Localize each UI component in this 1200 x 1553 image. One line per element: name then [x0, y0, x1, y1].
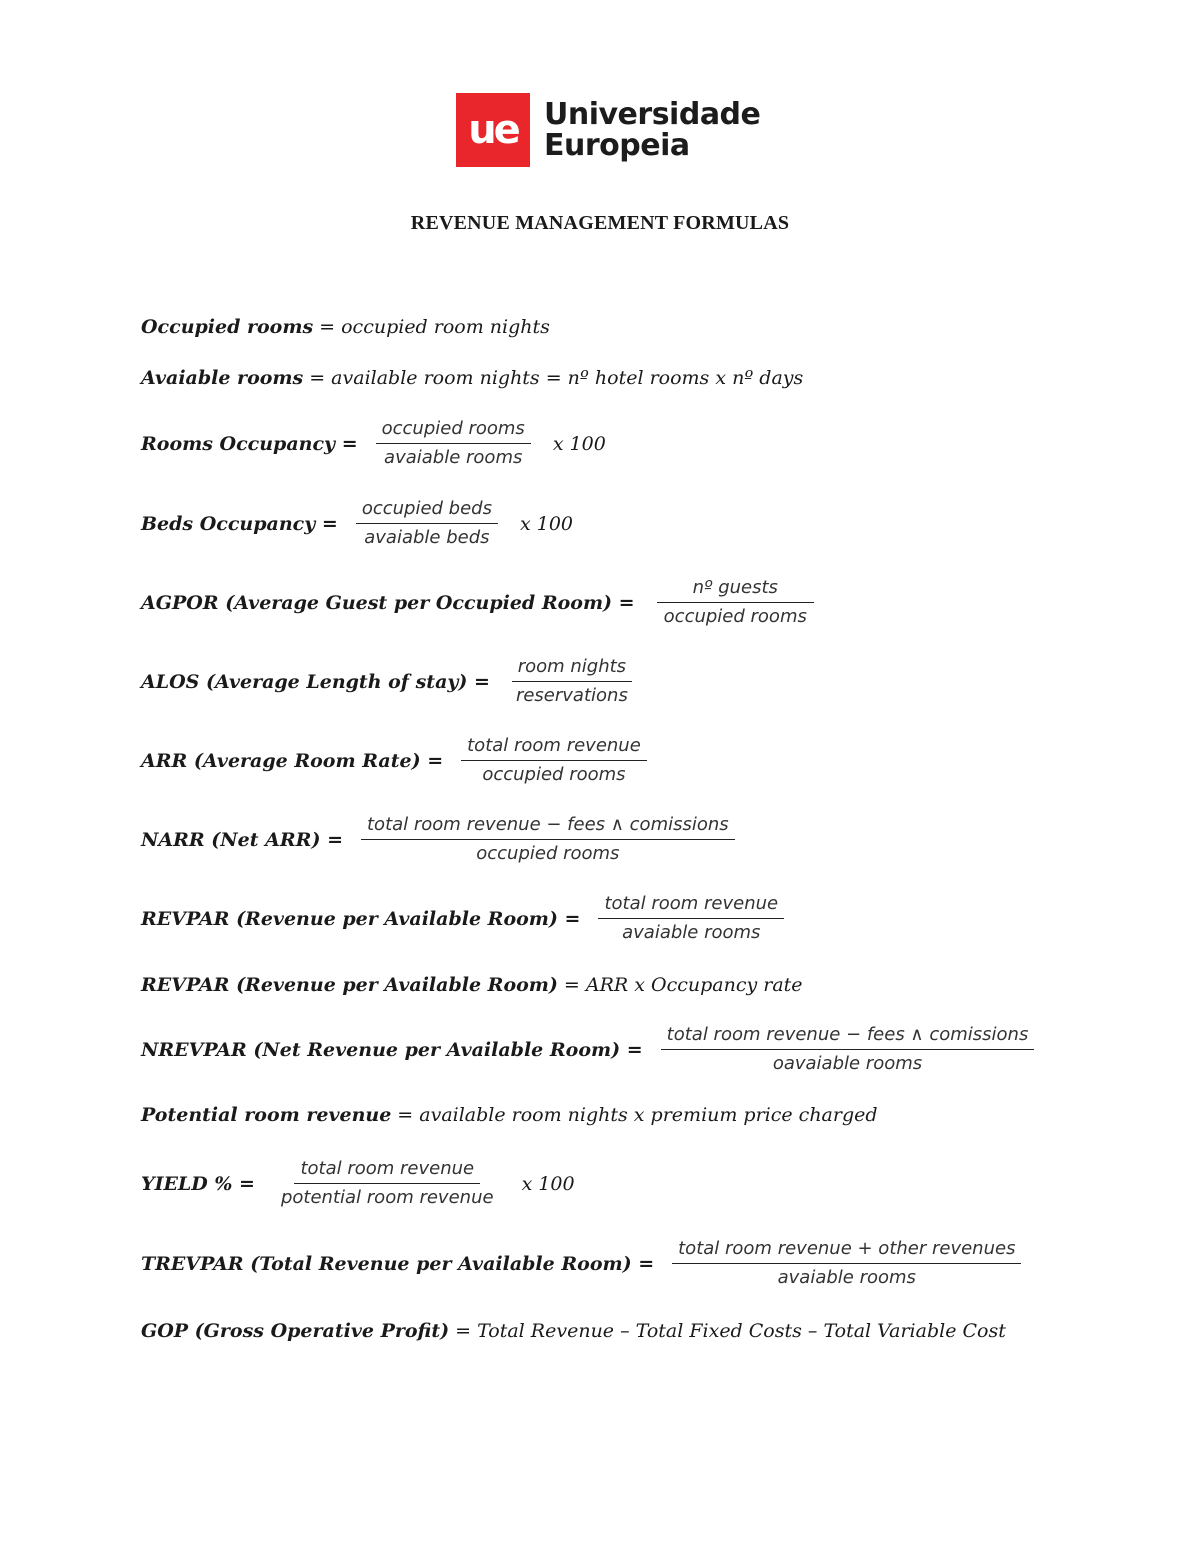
- formula-label: Occupied rooms: [141, 316, 314, 338]
- denominator: avaiable beds: [364, 527, 490, 548]
- formula-rhs: = ARR x Occupancy rate: [563, 974, 803, 996]
- formula-revpar: [141, 893, 790, 944]
- formula-rooms-occupancy: [141, 418, 606, 469]
- numerator: total room revenue: [294, 1158, 480, 1184]
- fraction: [510, 656, 634, 707]
- formula-alos: [141, 656, 640, 707]
- formula-label: TREVPAR (Total Revenue per Available Room) =: [141, 1252, 655, 1275]
- formula-yield: [141, 1158, 575, 1209]
- fraction: [361, 814, 735, 865]
- formula-label: Rooms Occupancy =: [141, 432, 358, 455]
- formula-potential-revenue: [141, 1104, 878, 1126]
- logo-line-1: Universidade: [544, 97, 761, 132]
- formula-rhs: = available room nights x premium price charged: [397, 1104, 878, 1126]
- fraction: [657, 577, 814, 628]
- multiplier: x 100: [519, 512, 574, 535]
- fraction: [672, 1238, 1021, 1289]
- denominator: occupied rooms: [663, 606, 807, 627]
- numerator: total room revenue − fees ∧ comissions: [661, 1024, 1035, 1050]
- logo-mark: ue: [456, 93, 530, 167]
- formula-label: AGPOR (Average Guest per Occupied Room) =: [141, 591, 635, 614]
- numerator: room nights: [512, 656, 632, 682]
- logo-line-2: Europeia: [544, 128, 690, 163]
- formula-label: Potential room revenue: [141, 1104, 392, 1126]
- formula-label: REVPAR (Revenue per Available Room): [141, 974, 558, 996]
- denominator: potential room revenue: [280, 1187, 494, 1208]
- fraction: [376, 418, 531, 469]
- logo-text: [544, 99, 760, 161]
- fraction: [598, 893, 784, 944]
- formula-narr: [141, 814, 741, 865]
- denominator: avaiable rooms: [777, 1267, 916, 1288]
- formula-label: Avaiable rooms: [141, 367, 304, 389]
- numerator: total room revenue: [598, 893, 784, 919]
- denominator: avaiable rooms: [622, 922, 761, 943]
- formula-available-rooms: [141, 367, 803, 389]
- document-title: REVENUE MANAGEMENT FORMULAS: [410, 212, 790, 234]
- formula-gop: [141, 1320, 1006, 1342]
- denominator: oavaiable rooms: [772, 1053, 923, 1074]
- formula-rhs: = available room nights = nº hotel rooms x nº days: [309, 367, 804, 389]
- formula-agpor: [141, 577, 820, 628]
- denominator: avaiable rooms: [384, 447, 523, 468]
- multiplier: x 100: [521, 1172, 575, 1195]
- numerator: occupied beds: [356, 498, 498, 524]
- formula-revpar-alt: [141, 974, 803, 996]
- fraction: [356, 498, 498, 549]
- formula-rhs: = occupied room nights: [319, 316, 550, 338]
- numerator: nº guests: [657, 577, 814, 603]
- numerator: total room revenue + other revenues: [672, 1238, 1021, 1264]
- numerator: total room revenue: [461, 735, 647, 761]
- formula-beds-occupancy: [141, 498, 573, 549]
- formula-arr: [141, 735, 653, 786]
- multiplier: x 100: [552, 432, 606, 455]
- university-logo: [456, 93, 760, 167]
- formula-label: Beds Occupancy =: [141, 512, 338, 535]
- denominator: reservations: [515, 685, 628, 706]
- formula-rhs: = Total Revenue – Total Fixed Costs – Total Variable Cost: [455, 1320, 1006, 1342]
- fraction: [661, 1024, 1035, 1075]
- formula-occupied-rooms: [141, 316, 550, 338]
- formula-nrevpar: [141, 1024, 1040, 1075]
- formula-label: YIELD % =: [141, 1172, 255, 1195]
- formula-label: NARR (Net ARR) =: [141, 828, 343, 851]
- denominator: occupied rooms: [476, 843, 620, 864]
- formula-trevpar: [141, 1238, 1027, 1289]
- formula-label: REVPAR (Revenue per Available Room) =: [141, 907, 581, 930]
- formula-label: ALOS (Average Length of stay) =: [141, 670, 490, 693]
- formula-label: ARR (Average Room Rate) =: [141, 749, 444, 772]
- formula-label: NREVPAR (Net Revenue per Available Room) =: [141, 1038, 643, 1061]
- denominator: occupied rooms: [482, 764, 626, 785]
- numerator: occupied rooms: [376, 418, 531, 444]
- fraction: [275, 1158, 500, 1209]
- fraction: [461, 735, 647, 786]
- numerator: total room revenue − fees ∧ comissions: [361, 814, 735, 840]
- formula-label: GOP (Gross Operative Profit): [141, 1320, 450, 1342]
